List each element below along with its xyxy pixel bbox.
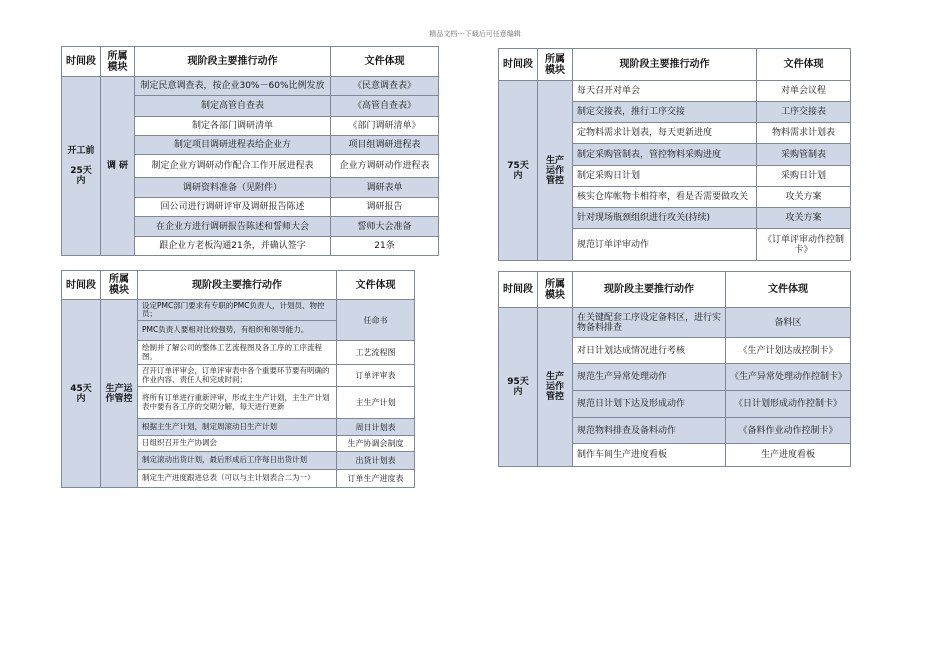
action-cell: PMC负责人要相对比较强势，有组织和领导能力。 — [138, 321, 337, 341]
doc-cell: 出货计划表 — [337, 452, 415, 470]
action-cell: 将所有订单进行重新评审，形成主生产计划，主生产计划表中要有各工序的交期分解，每天进行更新 — [138, 387, 337, 419]
doc-cell: 项目组调研进程表 — [331, 136, 439, 155]
action-cell: 制定民意调查表，按企业30%－60%比例发放 — [135, 77, 331, 96]
period-cell: 95天内 — [499, 308, 538, 467]
module-cell: 调 研 — [101, 77, 135, 256]
action-cell: 规范生产异常处理动作 — [573, 364, 726, 391]
doc-cell: 《订单评审动作控制卡》 — [757, 229, 851, 261]
action-cell: 召开订单评审会，订单评审表中各个重要环节要有明确的作业内容、责任人和完成时间； — [138, 365, 337, 387]
action-cell: 定物料需求计划表，每天更新进度 — [573, 123, 757, 144]
doc-cell: 《高管自查表》 — [331, 96, 439, 117]
table-body — [499, 308, 851, 467]
doc-cell: 生产协调会制度 — [337, 436, 415, 452]
table-75-days — [498, 48, 851, 261]
action-cell: 制定高管自查表 — [135, 96, 331, 117]
header-period: 时间段 — [62, 271, 101, 300]
table-row — [499, 81, 851, 102]
doc-cell: 任命书 — [337, 300, 415, 341]
action-cell: 制定采购日计划 — [573, 166, 757, 187]
doc-cell: 调研表单 — [331, 178, 439, 198]
table-row — [62, 300, 415, 321]
module-cell: 生产运作管控 — [538, 308, 573, 467]
header-module: 所属模块 — [538, 272, 573, 308]
action-cell: 设定PMC部门要求有专职的PMC负责人，计划员、物控员； — [138, 300, 337, 321]
doc-cell: 21条 — [331, 237, 439, 256]
action-cell: 调研资料准备（见附件） — [135, 178, 331, 198]
header-action: 现阶段主要推行动作 — [138, 271, 337, 300]
doc-cell: 攻关方案 — [757, 208, 851, 229]
action-cell: 在关键配套工序设定备料区，进行实物备料排查 — [573, 308, 726, 338]
action-cell: 制定交接表，推行工序交接 — [573, 102, 757, 123]
doc-cell: 《部门调研清单》 — [331, 117, 439, 136]
doc-cell: 采购管制表 — [757, 144, 851, 166]
table-body — [62, 77, 439, 256]
header-period: 时间段 — [499, 49, 538, 81]
doc-cell: 工艺流程图 — [337, 341, 415, 365]
header-period: 时间段 — [499, 272, 538, 308]
action-cell: 在企业方进行调研报告陈述和誓师大会 — [135, 217, 331, 237]
header-action: 现阶段主要推行动作 — [135, 47, 331, 77]
action-cell: 核实仓库帐物卡相符率，看是否需要做攻关 — [573, 187, 757, 208]
doc-cell: 调研报告 — [331, 198, 439, 217]
table-pre-start-research — [61, 46, 439, 256]
action-cell: 制定项目调研进程表给企业方 — [135, 136, 331, 155]
action-cell: 规范订单评审动作 — [573, 229, 757, 261]
doc-cell: 誓师大会准备 — [331, 217, 439, 237]
doc-cell: 订单评审表 — [337, 365, 415, 387]
header-module: 所属模块 — [101, 271, 138, 300]
table-body — [499, 81, 851, 261]
header-action: 现阶段主要推行动作 — [573, 272, 726, 308]
watermark: 精品文档---下载后可任意编辑 — [429, 30, 521, 38]
header-doc: 文件体现 — [757, 49, 851, 81]
header-doc: 文件体现 — [726, 272, 851, 308]
header-action: 现阶段主要推行动作 — [573, 49, 757, 81]
doc-cell: 对单会议程 — [757, 81, 851, 102]
doc-cell: 攻关方案 — [757, 187, 851, 208]
table-95-days — [498, 271, 851, 467]
action-cell: 制定生产进度跟进总表（可以与主计划表合二为一） — [138, 470, 337, 488]
action-cell: 每天召开对单会 — [573, 81, 757, 102]
doc-cell: 采购日计划 — [757, 166, 851, 187]
doc-cell: 订单生产进度表 — [337, 470, 415, 488]
doc-cell: 《生产计划达成控制卡》 — [726, 338, 851, 364]
action-cell: 绘制并了解公司的整体工艺流程图及各工序的工序流程图。 — [138, 341, 337, 365]
action-cell: 回公司进行调研评审及调研报告陈述 — [135, 198, 331, 217]
action-cell: 针对现场瓶颈组织进行攻关(持续) — [573, 208, 757, 229]
action-cell: 规范物料排查及备料动作 — [573, 418, 726, 444]
header-doc: 文件体现 — [337, 271, 415, 300]
action-cell: 根据主生产计划，制定周滚动日生产计划 — [138, 419, 337, 436]
period-cell: 75天内 — [499, 81, 538, 261]
doc-cell: 《备料作业动作控制卡》 — [726, 418, 851, 444]
period-cell: 45天内 — [62, 300, 101, 488]
action-cell: 日组织召开生产协调会 — [138, 436, 337, 452]
header-period: 时间段 — [62, 47, 101, 77]
table-45-days — [61, 270, 415, 488]
doc-cell: 物料需求计划表 — [757, 123, 851, 144]
table-row — [62, 77, 439, 96]
action-cell: 制作车间生产进度看板 — [573, 444, 726, 467]
doc-cell: 《日计划形成动作控制卡》 — [726, 391, 851, 418]
action-cell: 对日计划达成情况进行考核 — [573, 338, 726, 364]
header-doc: 文件体现 — [331, 47, 439, 77]
doc-cell: 企业方调研动作进程表 — [331, 155, 439, 178]
action-cell: 跟企业方老板沟通21条，并确认签字 — [135, 237, 331, 256]
header-module: 所属模块 — [101, 47, 135, 77]
header-module: 所属模块 — [538, 49, 573, 81]
doc-cell: 生产进度看板 — [726, 444, 851, 467]
action-cell: 规范日计划下达及形成动作 — [573, 391, 726, 418]
doc-cell: 《生产异常处理动作控制卡》 — [726, 364, 851, 391]
table-row — [499, 308, 851, 338]
module-cell: 生产运作管控 — [538, 81, 573, 261]
action-cell: 制定采购管制表，管控物料采购进度 — [573, 144, 757, 166]
doc-cell: 《民意调查表》 — [331, 77, 439, 96]
doc-cell: 备料区 — [726, 308, 851, 338]
action-cell: 制定企业方调研动作配合工作开展进程表 — [135, 155, 331, 178]
doc-cell: 周日计划表 — [337, 419, 415, 436]
period-cell: 开工前 25天内 — [62, 77, 101, 256]
module-cell: 生产运作管控 — [101, 300, 138, 488]
doc-cell: 主生产计划 — [337, 387, 415, 419]
doc-cell: 工序交接表 — [757, 102, 851, 123]
table-body — [62, 300, 415, 488]
action-cell: 制定滚动出货计划，最后形成后工序每日出货计划 — [138, 452, 337, 470]
action-cell: 制定各部门调研清单 — [135, 117, 331, 136]
